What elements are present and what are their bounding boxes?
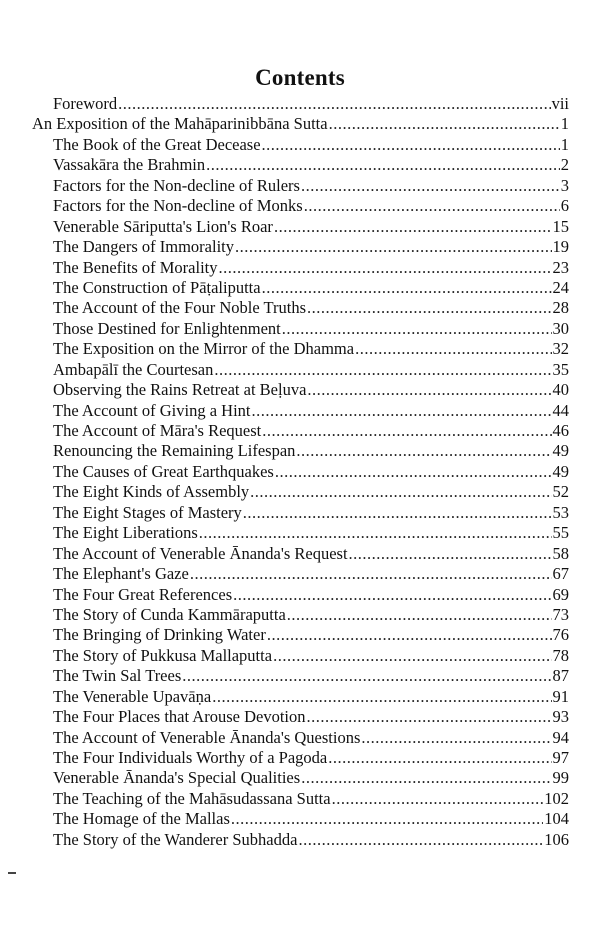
toc-entry bbox=[32, 625, 569, 645]
toc-entry-page-number: vii bbox=[551, 94, 569, 113]
dot-leader bbox=[307, 380, 551, 400]
dot-leader bbox=[190, 564, 552, 584]
dot-leader bbox=[332, 789, 544, 809]
toc-entry-page-number: 6 bbox=[560, 196, 569, 216]
toc-entry bbox=[32, 707, 569, 727]
toc-entry bbox=[32, 258, 569, 278]
toc-entry bbox=[32, 217, 569, 237]
dot-leader bbox=[304, 196, 560, 216]
toc-entry-page-number: 53 bbox=[552, 502, 569, 522]
toc-entry-title: The Account of the Four Noble Truths bbox=[53, 298, 306, 318]
toc-entry-page-number: 15 bbox=[552, 216, 569, 236]
toc-entry-page-number: 87 bbox=[552, 666, 569, 686]
toc-entry-title: The Causes of Great Earthquakes bbox=[53, 461, 274, 481]
toc-entry-page-number: 106 bbox=[544, 829, 569, 849]
dot-leader bbox=[233, 585, 551, 605]
toc-entry bbox=[32, 830, 569, 850]
toc-entry-title: Ambapālī the Courtesan bbox=[53, 359, 214, 379]
toc-entry-page-number: 32 bbox=[552, 339, 569, 359]
toc-entry-page-number: 1 bbox=[560, 114, 569, 134]
toc-entry-page-number: 97 bbox=[552, 748, 569, 767]
toc-entry-page-number: 52 bbox=[552, 482, 569, 502]
toc-entry bbox=[32, 155, 569, 175]
dot-leader bbox=[252, 401, 552, 421]
toc-entry-title: The Four Places that Arouse Devotion bbox=[53, 707, 306, 727]
toc-entry bbox=[32, 646, 569, 666]
toc-entry bbox=[32, 176, 569, 196]
dot-leader bbox=[287, 605, 552, 625]
toc-entry bbox=[32, 789, 569, 809]
toc-entry-page-number: 3 bbox=[560, 175, 569, 195]
toc-entry-page-number: 24 bbox=[552, 277, 569, 297]
page-title: Contents bbox=[255, 65, 345, 91]
toc-entry bbox=[32, 503, 569, 523]
toc-entry-page-number: 40 bbox=[552, 380, 569, 400]
toc-entry-title: The Benefits of Morality bbox=[53, 257, 218, 277]
dot-leader bbox=[262, 421, 551, 441]
toc-entry bbox=[32, 380, 569, 400]
dot-leader bbox=[361, 728, 551, 748]
toc-entry-title: Observing the Rains Retreat at Beḷuva bbox=[53, 380, 307, 400]
toc-entry-page-number: 69 bbox=[552, 584, 569, 604]
toc-entry-title: The Venerable Upavāṇa bbox=[53, 686, 212, 706]
toc-entry-title: The Teaching of the Mahāsudassana Sutta bbox=[53, 788, 331, 808]
dot-leader bbox=[267, 625, 552, 645]
toc-entry-page-number: 78 bbox=[552, 645, 569, 665]
toc-entry bbox=[32, 666, 569, 686]
toc-entry-page-number: 35 bbox=[552, 359, 569, 379]
toc-entry-page-number: 55 bbox=[552, 523, 569, 543]
toc-entry-page-number: 76 bbox=[552, 625, 569, 645]
toc-entry-page-number: 23 bbox=[552, 257, 569, 277]
toc-entry bbox=[32, 114, 569, 134]
toc-entry-title: The Construction of Pāṭaliputta bbox=[53, 277, 261, 297]
toc-entry bbox=[32, 360, 569, 380]
toc-entry bbox=[32, 728, 569, 748]
dot-leader bbox=[212, 687, 551, 707]
toc-entry-title: Venerable Ānanda's Special Qualities bbox=[53, 768, 301, 788]
dot-leader bbox=[301, 176, 560, 196]
toc-entry-page-number: 67 bbox=[552, 564, 569, 584]
toc-entry bbox=[32, 421, 569, 441]
toc-entry-title: The Book of the Great Decease bbox=[53, 134, 261, 154]
toc-entry bbox=[32, 605, 569, 625]
toc-entry bbox=[32, 401, 569, 421]
dot-leader bbox=[307, 707, 552, 727]
toc-entry bbox=[32, 748, 569, 768]
toc-entry bbox=[32, 585, 569, 605]
toc-entry bbox=[32, 809, 569, 829]
margin-mark bbox=[8, 872, 16, 874]
toc-entry-page-number: 28 bbox=[552, 298, 569, 318]
dot-leader bbox=[235, 237, 552, 257]
toc-entry bbox=[32, 441, 569, 461]
toc-entry bbox=[32, 482, 569, 502]
toc-entry-title: The Elephant's Gaze bbox=[53, 564, 189, 584]
toc-entry bbox=[32, 135, 569, 155]
dot-leader bbox=[199, 523, 552, 543]
toc-entry-title: The Story of the Wanderer Subhadda bbox=[53, 829, 298, 849]
toc-entry-title: The Four Great References bbox=[53, 584, 233, 604]
toc-entry-page-number: 94 bbox=[552, 727, 569, 747]
dot-leader bbox=[296, 441, 551, 461]
dot-leader bbox=[262, 135, 560, 155]
dot-leader bbox=[355, 339, 551, 359]
toc-entry bbox=[32, 94, 569, 114]
dot-leader bbox=[282, 319, 552, 339]
toc-entry bbox=[32, 768, 569, 788]
toc-entry-title: The Bringing of Drinking Water bbox=[53, 625, 266, 645]
toc-entry-title: The Story of Pukkusa Mallaputta bbox=[53, 645, 273, 665]
toc-entry bbox=[32, 237, 569, 257]
dot-leader bbox=[243, 503, 552, 523]
dot-leader bbox=[118, 94, 550, 114]
toc-entry bbox=[32, 319, 569, 339]
toc-entry-page-number: 2 bbox=[560, 155, 569, 175]
toc-entry-title: The Account of Venerable Ānanda's Request bbox=[53, 543, 348, 563]
toc-entry bbox=[32, 564, 569, 584]
toc-entry-page-number: 104 bbox=[544, 809, 569, 829]
dot-leader bbox=[275, 462, 552, 482]
toc-entry-title: Factors for the Non-decline of Rulers bbox=[53, 175, 300, 195]
toc-entry-title: The Exposition on the Mirror of the Dhamma bbox=[53, 339, 355, 359]
dot-leader bbox=[206, 155, 560, 175]
dot-leader bbox=[219, 258, 552, 278]
toc-entry bbox=[32, 278, 569, 298]
dot-leader bbox=[182, 666, 551, 686]
dot-leader bbox=[328, 748, 551, 768]
toc-entry-page-number: 49 bbox=[552, 441, 569, 461]
toc-entry-title: Foreword bbox=[53, 94, 118, 113]
dot-leader bbox=[214, 360, 551, 380]
toc-entry-page-number: 99 bbox=[552, 768, 569, 788]
toc-entry bbox=[32, 196, 569, 216]
dot-leader bbox=[298, 830, 543, 850]
dot-leader bbox=[231, 809, 543, 829]
toc-entry-page-number: 49 bbox=[552, 461, 569, 481]
toc-entry bbox=[32, 339, 569, 359]
toc-entry-page-number: 19 bbox=[552, 237, 569, 257]
toc-entry-title: The Account of Giving a Hint bbox=[53, 400, 251, 420]
toc-entry-title: Factors for the Non-decline of Monks bbox=[53, 196, 303, 216]
toc-entry-page-number: 73 bbox=[552, 604, 569, 624]
table-of-contents bbox=[32, 94, 569, 850]
toc-entry bbox=[32, 462, 569, 482]
toc-entry-page-number: 102 bbox=[544, 788, 569, 808]
toc-entry bbox=[32, 298, 569, 318]
toc-entry-title: The Eight Kinds of Assembly bbox=[53, 482, 250, 502]
toc-entry-page-number: 91 bbox=[552, 686, 569, 706]
toc-entry-page-number: 46 bbox=[552, 421, 569, 440]
dot-leader bbox=[250, 482, 551, 502]
toc-entry bbox=[32, 523, 569, 543]
toc-entry-page-number: 93 bbox=[552, 707, 569, 727]
toc-entry-title: The Twin Sal Trees bbox=[53, 666, 182, 686]
toc-entry-title: The Eight Stages of Mastery bbox=[53, 502, 242, 522]
toc-entry-title: Venerable Sāriputta's Lion's Roar bbox=[53, 216, 273, 236]
toc-entry-page-number: 30 bbox=[552, 318, 569, 338]
toc-entry-title: The Four Individuals Worthy of a Pagoda bbox=[53, 748, 328, 767]
dot-leader bbox=[262, 278, 552, 298]
dot-leader bbox=[349, 544, 552, 564]
toc-entry-title: Vassakāra the Brahmin bbox=[53, 155, 206, 175]
toc-entry-page-number: 1 bbox=[560, 134, 569, 154]
toc-entry bbox=[32, 544, 569, 564]
dot-leader bbox=[307, 298, 552, 318]
toc-entry-title: The Account of Venerable Ānanda's Questions bbox=[53, 727, 361, 747]
toc-entry-title: The Homage of the Mallas bbox=[53, 809, 230, 829]
toc-entry-title: The Eight Liberations bbox=[53, 523, 198, 543]
toc-entry-title: The Account of Māra's Request bbox=[53, 421, 262, 440]
toc-entry-title: Renouncing the Remaining Lifespan bbox=[53, 441, 296, 461]
dot-leader bbox=[329, 114, 560, 134]
toc-entry-page-number: 58 bbox=[552, 543, 569, 563]
toc-entry-title: The Story of Cunda Kammāraputta bbox=[53, 604, 286, 624]
toc-entry bbox=[32, 687, 569, 707]
toc-entry-title: Those Destined for Enlightenment bbox=[53, 318, 281, 338]
dot-leader bbox=[274, 217, 552, 237]
toc-entry-page-number: 44 bbox=[552, 400, 569, 420]
toc-entry-title: The Dangers of Immorality bbox=[53, 237, 234, 257]
dot-leader bbox=[273, 646, 551, 666]
toc-entry-title: An Exposition of the Mahāparinibbāna Sutta bbox=[32, 114, 328, 134]
dot-leader bbox=[301, 768, 551, 788]
